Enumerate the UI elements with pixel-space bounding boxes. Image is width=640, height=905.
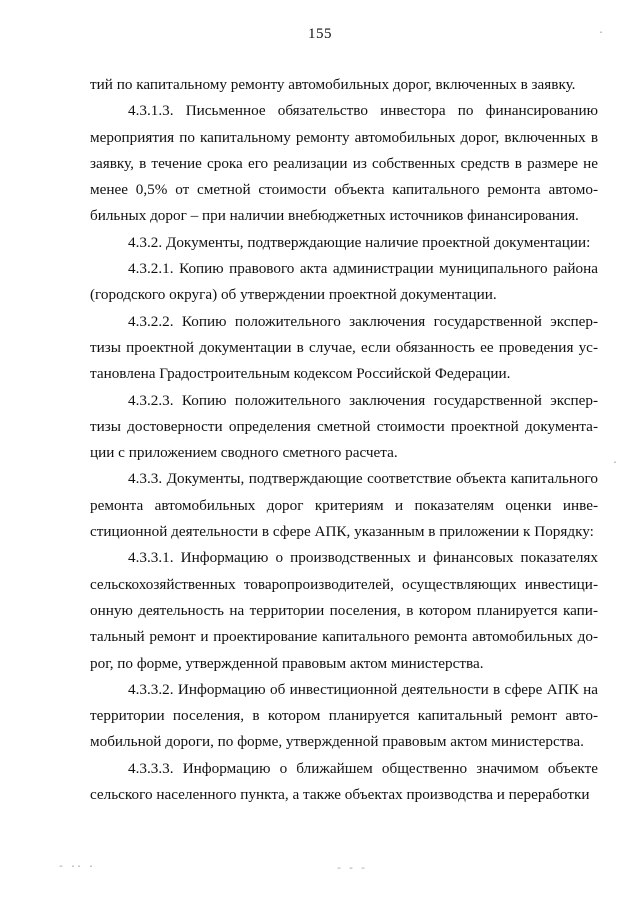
paragraph-4-3-2-2: 4.3.2.2. Копию положительного заключения государственной экспертизы проектной документации в случае, если обязанность ее проведения установлена Градостроительным кодексом Российской Федерации.	[90, 312, 598, 383]
scan-mark-top-right: ·	[598, 28, 605, 39]
paragraph-4-3-3: 4.3.3. Документы, подтверждающие соответствие объекта капитального ремонта автомобильных дорог критериям и показателям оценки инвестиционной деятельности в сфере АПК, указанным в приложении к Порядку:	[90, 470, 598, 541]
scan-mark-right-middle: ·	[612, 458, 619, 469]
paragraph-4-3-2: 4.3.2. Документы, подтверждающие наличие проектной документации:	[128, 233, 591, 251]
document-body	[90, 72, 598, 808]
scan-mark-bottom-left: - ·· ·	[58, 862, 95, 873]
paragraph-4-3-2-1: 4.3.2.1. Копию правового акта администрации муниципального района (городского округа) об утверждении проектной документации.	[90, 260, 598, 304]
paragraph-4-3-1-3: 4.3.1.3. Письменное обязательство инвестора по финансированию мероприятия по капитальному ремонту автомобильных дорог, включенных в заявку, в течение срока его реализации из собственных средств в размере не менее 0,5% от сметной стоимости объекта капитального ремонта автомобильных дорог – при наличии внебюджетных источников финансирования.	[90, 102, 598, 225]
paragraph-continuation: тий по капитальному ремонту автомобильных дорог, включенных в заявку.	[90, 76, 576, 93]
scan-mark-bottom-center: - - -	[336, 864, 367, 875]
paragraph-4-3-3-3: 4.3.3.3. Информацию о ближайшем общественно значимом объекте сельского населенного пункта, а также объектах производства и переработки	[90, 759, 598, 804]
paragraph-4-3-2-3: 4.3.2.3. Копию положительного заключения государственной экспертизы достоверности определения сметной стоимости проектной документации с приложением сводного сметного расчета.	[90, 391, 598, 462]
paragraph-4-3-3-2: 4.3.3.2. Информацию об инвестиционной деятельности в сфере АПК на территории поселения, в котором планируется капитальный ремонт автомобильной дороги, по форме, утвержденной правовым актом министерства.	[90, 680, 598, 751]
page-number: 155	[308, 26, 332, 42]
paragraph-4-3-3-1: 4.3.3.1. Информацию о производственных и финансовых показателях сельскохозяйственных товаропроизводителей, осуществляющих инвестиционную деятельность на территории поселения, в котором планируется капитальный ремонт и проектирование капитального ремонта автомобильных дорог, по форме, утвержденной правовым актом министерства.	[90, 549, 598, 672]
